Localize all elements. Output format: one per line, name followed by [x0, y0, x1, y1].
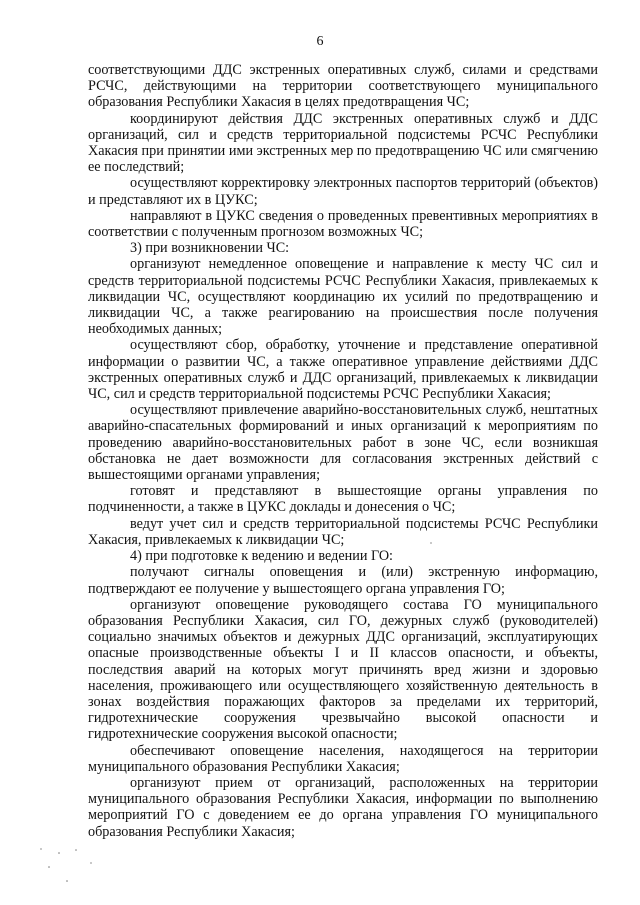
paragraph: ведут учет сил и средств территориальной подсистемы РСЧС Республики Хакасия, привлекаемых к ликвидации ЧС;	[88, 515, 598, 548]
paragraph: осуществляют сбор, обработку, уточнение и представление оперативной информации о развитии ЧС, а также оперативное управление действиями ДДС экстренных оперативных служб и ДДС организаций, привлекаемых к ликвидации ЧС, сил и средств территориальной подсистемы РСЧС Республики Хакасия;	[88, 337, 598, 403]
paragraph: организуют прием от организаций, расположенных на территории муниципального образования Республики Хакасия, информации по выполнению мероприятий ГО с доведением ее до органа управления ГО муниципального образования Республики Хакасия;	[88, 774, 598, 840]
scan-speck	[48, 866, 50, 868]
section-heading: 4) при подготовке к ведению и ведении ГО:	[130, 548, 394, 565]
paragraph: соответствующими ДДС экстренных оперативных служб, силами и средствами РСЧС, действующими на территории соответствующего муниципального образования Республики Хакасия в целях предотвращения ЧС;	[88, 62, 598, 111]
paragraph: организуют оповещение руководящего состава ГО муниципального образования Республики Хакасия, сил ГО, дежурных служб (руководителей) социально значимых объектов и дежурных ДДС организаций, эксплуатирующих опасные производственные объекты I и II классов опасности, и объекты, последствия аварий на которых могут причинять вред жизни и здоровью населения, проживающего или осуществляющего хозяйственную деятельность в зонах воздействия поражающих факторов за пределами их территорий, гидротехнические сооружения чрезвычайно высокой опасности и гидротехнические сооружения высокой опасности;	[88, 596, 598, 743]
scan-speck	[430, 542, 432, 544]
paragraph: получают сигналы оповещения и (или) экстренную информацию, подтверждают ее получение у вышестоящего органа управления ГО;	[88, 564, 598, 597]
scan-speck	[66, 880, 68, 882]
body-text	[88, 62, 598, 840]
scan-speck	[58, 852, 60, 854]
paragraph: готовят и представляют в вышестоящие органы управления по подчиненности, а также в ЦУКС доклады и донесения о ЧС;	[88, 483, 598, 516]
scan-speck	[40, 848, 42, 850]
page-number: 6	[316, 34, 324, 49]
scan-speck	[90, 862, 92, 864]
paragraph: осуществляют корректировку электронных паспортов территорий (объектов) и представляют их в ЦУКС;	[88, 175, 598, 208]
paragraph: направляют в ЦУКС сведения о проведенных превентивных мероприятиях в соответствии с полученным прогнозом возможных ЧС;	[88, 207, 598, 241]
paragraph: осуществляют привлечение аварийно-восстановительных служб, нештатных аварийно-спасательных формирований и иных организаций к мероприятиям по проведению аварийно-восстановительных работ в зоне ЧС, если возникшая обстановка не дает возможности для согласования экстренных действий с вышестоящими органами управления;	[88, 402, 598, 484]
paragraph: обеспечивают оповещение населения, находящегося на территории муниципального образования Республики Хакасия;	[88, 742, 598, 775]
paragraph: координируют действия ДДС экстренных оперативных служб и ДДС организаций, сил и средств территориальной подсистемы РСЧС Республики Хакасия при принятии ими экстренных мер по предотвращению ЧС или смягчению ее последствий;	[88, 110, 598, 176]
scan-speck	[75, 849, 77, 851]
paragraph: организуют немедленное оповещение и направление к месту ЧС сил и средств территориальной подсистемы РСЧС Республики Хакасия, привлекаемых к ликвидации ЧС, осуществляют координацию их усилий по предотвращению и ликвидации ЧС, а также реагированию на происшествия после получения необходимых данных;	[88, 256, 598, 338]
section-heading: 3) при возникновении ЧС:	[130, 240, 290, 257]
